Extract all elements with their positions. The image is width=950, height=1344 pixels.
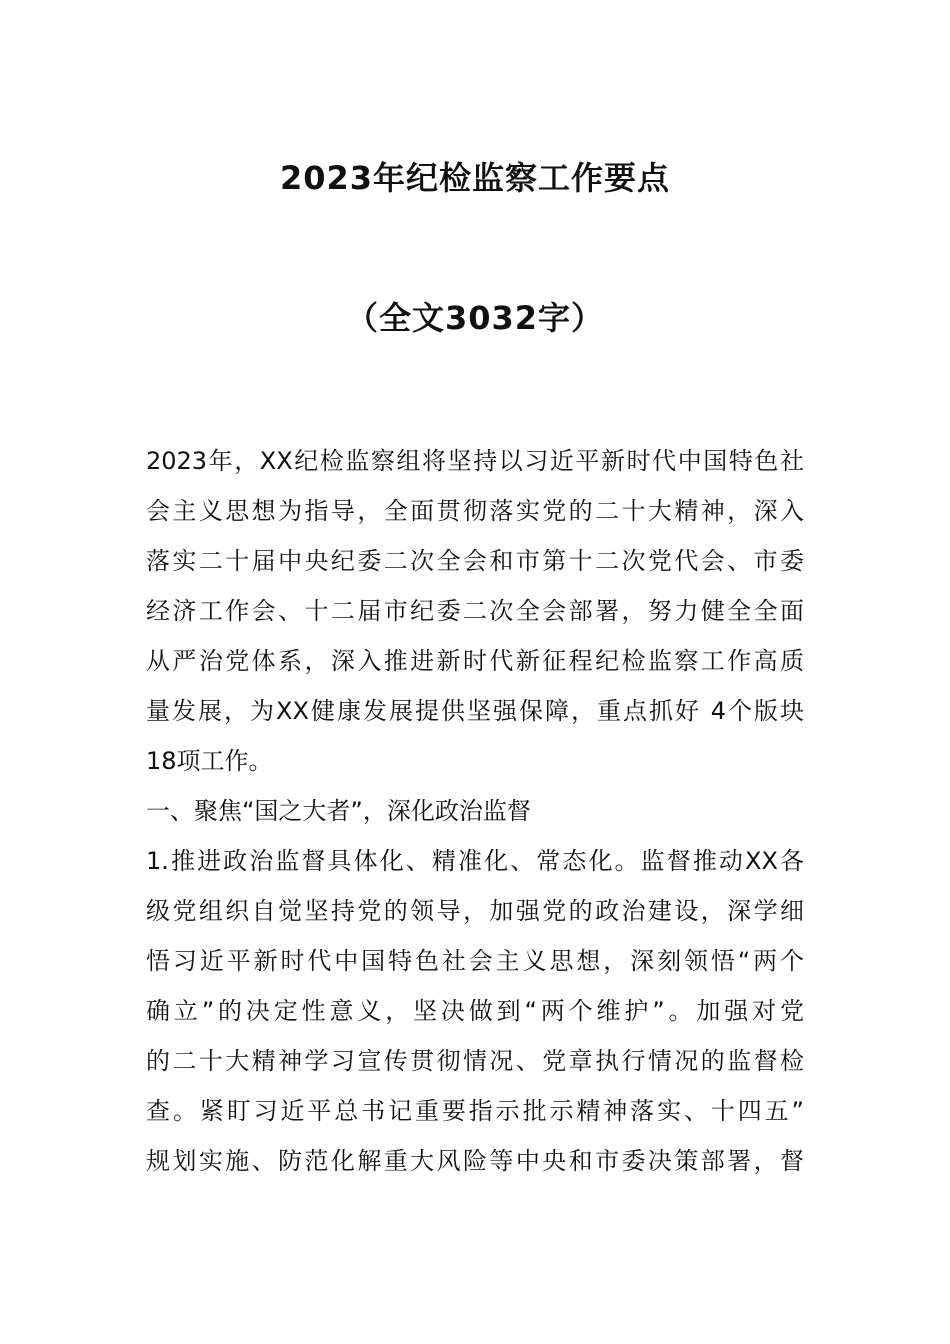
paragraph-line: 查。紧盯习近平总书记重要指示批示精神落实、十四五” bbox=[146, 1097, 804, 1125]
paragraph-line: 的二十大精神学习宣传贯彻情况、党章执行情况的监督检 bbox=[146, 1047, 804, 1075]
paragraph-line: 量发展，为XX健康发展提供坚强保障，重点抓好 4个版块 bbox=[146, 697, 804, 725]
paragraph-line: 会主义思想为指导，全面贯彻落实党的二十大精神，深入 bbox=[146, 497, 804, 525]
paragraph-line: 确立”的决定性意义，坚决做到“两个维护”。加强对党 bbox=[146, 997, 804, 1025]
paragraph-line: 2023年，XX纪检监察组将坚持以习近平新时代中国特色社 bbox=[146, 447, 804, 475]
paragraph-line: 级党组织自觉坚持党的领导，加强党的政治建设，深学细 bbox=[146, 897, 804, 925]
document-title: 2023年纪检监察工作要点 bbox=[279, 159, 671, 197]
intro-paragraph bbox=[146, 436, 804, 786]
document-body bbox=[146, 436, 804, 1186]
paragraph-line: 经济工作会、十二届市纪委二次全会部署，努力健全全面 bbox=[146, 597, 804, 625]
paragraph-line: 18项工作。 bbox=[146, 747, 273, 775]
section-heading bbox=[146, 786, 804, 836]
paragraph-line: 从严治党体系，深入推进新时代新征程纪检监察工作高质 bbox=[146, 647, 804, 675]
paragraph-line: 落实二十届中央纪委二次全会和市第十二次党代会、市委 bbox=[146, 547, 804, 575]
paragraph-line: 1.推进政治监督具体化、精准化、常态化。监督推动XX各 bbox=[146, 847, 804, 875]
paragraph-line: 规划实施、防范化解重大风险等中央和市委决策部署，督 bbox=[146, 1147, 804, 1175]
item-paragraph bbox=[146, 836, 804, 1186]
section-heading-text: 一、聚焦“国之大者”，深化政治监督 bbox=[146, 797, 531, 825]
paragraph-line: 悟习近平新时代中国特色社会主义思想，深刻领悟“两个 bbox=[146, 947, 804, 975]
document-subtitle: （全文3032字） bbox=[345, 299, 605, 337]
